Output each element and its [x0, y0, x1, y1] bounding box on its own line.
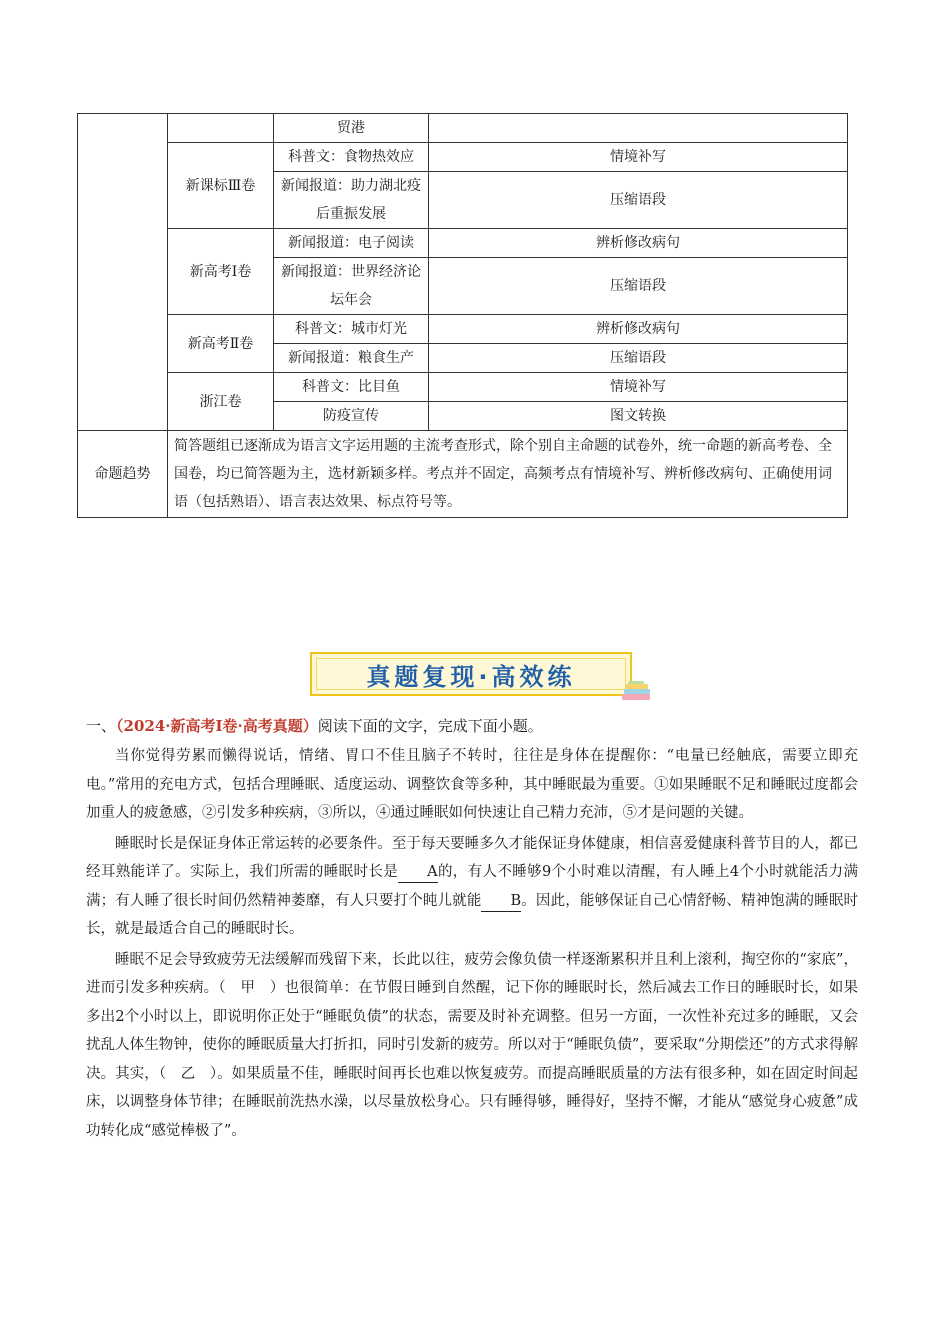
reading-passage [86, 742, 858, 1147]
table-cell-type: 压缩语段 [429, 258, 848, 315]
table-cell-topic: 新闻报道：电子阅读 [274, 229, 429, 258]
table-cell-paper: 浙江卷 [168, 373, 274, 431]
table-cell-topic: 新闻报道：助力湖北疫后重振发展 [274, 172, 429, 229]
section-banner [310, 652, 632, 696]
table-cell-empty [78, 114, 168, 431]
table-cell-type: 辨析修改病句 [429, 315, 848, 344]
table-row [78, 373, 848, 402]
question-header [86, 713, 866, 739]
question-source: （2024·新高考Ⅰ卷·高考真题） [116, 717, 318, 735]
table-row [78, 143, 848, 172]
table-cell-topic: 新闻报道：世界经济论坛年会 [274, 258, 429, 315]
exam-analysis-table [77, 113, 848, 518]
table-cell-topic: 科普文：城市灯光 [274, 315, 429, 344]
table-cell-paper: 新高考Ⅰ卷 [168, 229, 274, 315]
table-cell-type: 情境补写 [429, 373, 848, 402]
passage-paragraph-2 [86, 830, 858, 944]
table-cell-topic: 科普文：比目鱼 [274, 373, 429, 402]
question-instruction: 阅读下面的文字，完成下面小题。 [317, 717, 543, 735]
paragraph-2-text-a: 睡眠时长是保证身体正常运转的必要条件。至于每天要睡多久才能保证身体健康，相信喜爱健康科普节目的人，都已经耳熟能详了。实际上，我们所需的睡眠时长是 [86, 835, 858, 880]
table-cell-paper: 新课标Ⅲ卷 [168, 143, 274, 229]
table-cell-type: 压缩语段 [429, 344, 848, 373]
table-cell-type: 压缩语段 [429, 172, 848, 229]
table-row [78, 315, 848, 344]
blank-a: A [398, 862, 437, 883]
table-cell-topic: 科普文：食物热效应 [274, 143, 429, 172]
table-cell-topic: 新闻报道：粮食生产 [274, 344, 429, 373]
question-number: 一、 [86, 717, 117, 735]
passage-paragraph-3: 睡眠不足会导致疲劳无法缓解而残留下来，长此以往，疲劳会像负债一样逐渐累积并且利上滚利，掏空你的“家底”，进而引发多种疾病。（ 甲 ）也很简单：在节假日睡到自然醒，记下你的睡眠时长，然后减去工作日的睡眠时长，如果多出2个小时以上，即说明你正处于“睡眠负债”的状态，需要及时补充调整。但另一方面，一次性补充过多的睡眠，又会扰乱人体生物钟，使你的睡眠质量大打折扣，同时引发新的疲劳。所以对于“睡眠负债”，要采取“分期偿还”的方式求得解决。其实，（ 乙 ）。如果质量不佳，睡眠时间再长也难以恢复疲劳。而提高睡眠质量的方法有很多种，如在固定时间起床，以调整身体节律；在睡眠前洗热水澡，以尽量放松身心。只有睡得够，睡得好，坚持不懈，才能从“感觉身心疲惫”成功转化成“感觉棒极了”。 [86, 951, 858, 1139]
blank-b: B [481, 891, 521, 912]
table-row [78, 229, 848, 258]
books-icon [620, 680, 654, 702]
table-row [78, 114, 848, 143]
table-cell-paper [168, 114, 274, 143]
table-cell-type [429, 114, 848, 143]
table-cell-topic: 贸港 [274, 114, 429, 143]
table-cell-type: 图文转换 [429, 402, 848, 431]
table-cell-topic: 防疫宣传 [274, 402, 429, 431]
table-row-trend [78, 431, 848, 518]
trend-text: 简答题组已逐渐成为语言文字运用题的主流考查形式，除个别自主命题的试卷外，统一命题的新高考卷、全国卷，均已简答题为主，选材新颖多样。考点并不固定，高频考点有情境补写、辨析修改病句、正确使用词语（包括熟语）、语言表达效果、标点符号等。 [168, 431, 848, 518]
paragraph-2-text-b: 的，有人不睡够9个小时难以清醒，有人睡上4个小时就能活力满满；有人睡了很长时间仍然精神萎靡，有人只要打个盹儿就能 [86, 864, 859, 909]
table-cell-type: 辨析修改病句 [429, 229, 848, 258]
banner-title: 真题复现·高效练 [366, 662, 576, 691]
table-cell-type: 情境补写 [429, 143, 848, 172]
table-cell-paper: 新高考Ⅱ卷 [168, 315, 274, 373]
paragraph-2-text-c: 。因此，能够保证自己心情舒畅、精神饱满的睡眠时长，就是最适合自己的睡眠时长。 [86, 892, 859, 937]
trend-label: 命题趋势 [78, 431, 168, 518]
passage-paragraph-1: 当你觉得劳累而懒得说话，情绪、胃口不佳且脑子不转时，往往是身体在提醒你：“电量已经触底，需要立即充电。”常用的充电方式，包括合理睡眠、适度运动、调整饮食等多种，其中睡眠最为重要。①如果睡眠不足和睡眠过度都会加重人的疲惫感，②引发多种疾病，③所以，④通过睡眠如何快速让自己精力充沛，⑤才是问题的关键。 [86, 748, 858, 821]
